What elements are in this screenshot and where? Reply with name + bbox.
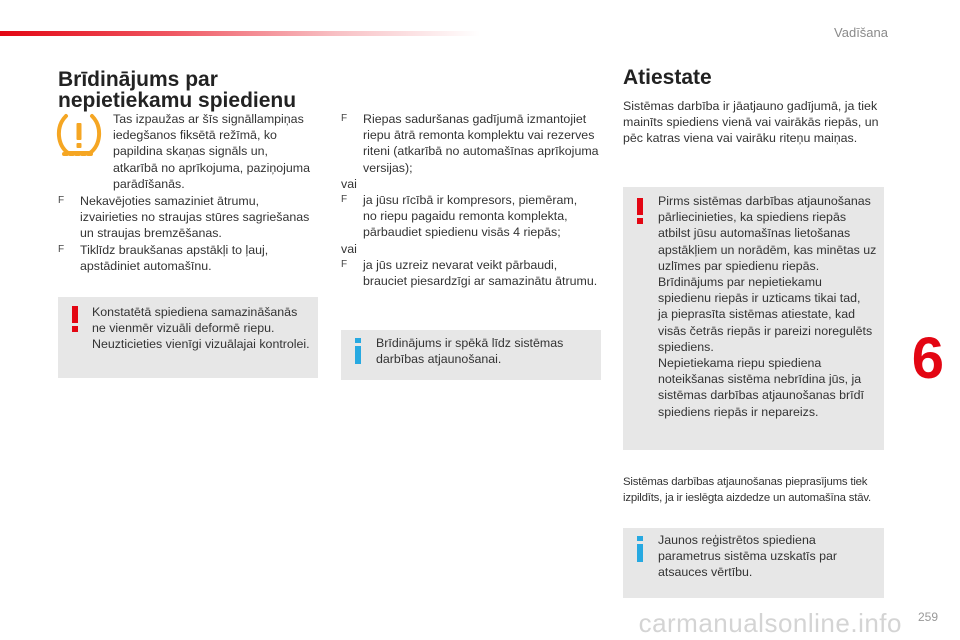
warning-line: sistēmas darbības atjaunošanas brīdī bbox=[658, 388, 864, 403]
middle-info-box bbox=[341, 330, 601, 380]
info-line: atsauces vērtību. bbox=[658, 565, 753, 580]
tyre-pressure-warning-icon bbox=[56, 112, 102, 158]
top-accent-bar bbox=[0, 31, 480, 36]
left-title bbox=[58, 69, 296, 111]
left-warning-box bbox=[58, 297, 318, 378]
bullet-line: Riepas saduršanas gadījumā izmantojiet bbox=[363, 112, 587, 126]
left-intro-line: atkarībā no aprīkojuma, paziņojuma bbox=[113, 160, 310, 175]
list-item bbox=[341, 111, 601, 176]
warning-line: visās četrās riepās ir pareizi noregulēts bbox=[658, 323, 873, 338]
right-warning-text bbox=[658, 193, 876, 420]
list-item bbox=[58, 242, 328, 274]
left-intro-line: iedegšanos fiksētā režīmā, ko bbox=[113, 128, 277, 143]
left-title-line2: nepietiekamu spiedienu bbox=[58, 89, 297, 112]
warning-line: Konstatētā spiediena samazināšanās bbox=[92, 305, 298, 319]
warning-line: ne vienmēr vizuāli deformē riepu. bbox=[92, 321, 275, 336]
bullet-mark: F bbox=[341, 258, 348, 270]
bullet-line: un straujas bremzēšanas. bbox=[80, 226, 222, 241]
warning-line: atbilst jūsu automašīnas lietošanas bbox=[658, 226, 851, 241]
left-title-line1: Brīdinājums par bbox=[58, 68, 218, 91]
bullet-mark: F bbox=[341, 194, 348, 206]
right-info-text bbox=[658, 532, 837, 581]
right-intro-line: mainīts spiediens vienā vai vairākās riepās, un bbox=[623, 115, 879, 130]
warning-line: Pirms sistēmas darbības atjaunošanas bbox=[658, 194, 871, 208]
warning-line: Neuzticieties vienīgi vizuālajai kontrolei. bbox=[92, 337, 310, 352]
watermark: carmanualsonline.info bbox=[638, 608, 902, 638]
warning-line: spiediens. bbox=[658, 339, 714, 354]
info-line: Brīdinājums ir spēkā līdz sistēmas bbox=[376, 336, 564, 350]
left-intro bbox=[113, 111, 310, 192]
bullet-line: riepu ātrā remonta komplektu vai rezerves bbox=[363, 128, 595, 143]
right-intro-line: pēc katras viena vai vairāku riteņu maiņas. bbox=[623, 131, 858, 146]
left-intro-line: parādīšanās. bbox=[113, 176, 185, 191]
left-intro-line: papildina skaņas signāls un, bbox=[113, 144, 268, 159]
bullet-mark: F bbox=[341, 113, 348, 124]
warning-line: spiedienu riepās ir uzticams tikai tad, bbox=[658, 291, 861, 306]
bullet-line: apstādiniet automašīnu. bbox=[80, 258, 212, 273]
right-note bbox=[623, 474, 871, 506]
info-icon bbox=[354, 338, 362, 364]
list-item bbox=[341, 192, 601, 241]
bullet-mark: F bbox=[58, 243, 65, 255]
bullet-line: pārbaudiet spiedienu visās 4 riepās; bbox=[363, 225, 561, 240]
info-line: Jaunos reģistrētos spiediena bbox=[658, 533, 816, 547]
list-item bbox=[341, 257, 601, 289]
bullet-line: Nekavējoties samaziniet ātrumu, bbox=[80, 194, 260, 208]
exclamation-icon bbox=[70, 306, 80, 332]
left-intro-line: Tas izpaužas ar šīs signāllampiņas bbox=[113, 112, 304, 126]
info-icon bbox=[636, 536, 644, 562]
right-intro bbox=[623, 98, 879, 147]
or-label: vai bbox=[341, 241, 357, 256]
warning-line: ja pieprasīta sistēmas atiestate, kad bbox=[658, 307, 855, 322]
warning-line: noteikšanas sistēma nebrīdina jūs, ja bbox=[658, 372, 862, 387]
warning-line: spiediens riepās ir nepareizs. bbox=[658, 404, 819, 419]
middle-info-text bbox=[376, 335, 563, 367]
info-line: darbības atjaunošanai. bbox=[376, 352, 502, 367]
bullet-line: ja jūs uzreiz nevarat veikt pārbaudi, bbox=[363, 257, 558, 272]
or-label: vai bbox=[341, 176, 357, 191]
bullet-line: ja jūsu rīcībā ir kompresors, piemēram, bbox=[363, 193, 578, 208]
list-item bbox=[58, 193, 328, 242]
right-warning-box bbox=[623, 187, 884, 450]
exclamation-icon bbox=[635, 198, 645, 224]
note-line: Sistēmas darbības atjaunošanas pieprasījums tiek bbox=[623, 476, 868, 488]
note-line: izpildīts, ja ir ieslēgta aizdedze un automašīna stāv. bbox=[623, 492, 871, 505]
bullet-mark: F bbox=[58, 195, 65, 206]
warning-line: uzlīmes par spiedienu riepās. bbox=[658, 258, 820, 273]
warning-line: pārliecinieties, ka spiediens riepās bbox=[658, 210, 847, 225]
bullet-line: riteni (atkarībā no automašīnas aprīkojuma bbox=[363, 144, 599, 159]
bullet-line: brauciet piesardzīgi ar samazinātu ātrumu. bbox=[363, 274, 598, 289]
warning-line: Nepietiekama riepu spiediena bbox=[658, 356, 822, 371]
chapter-number: 6 bbox=[911, 326, 944, 391]
middle-bullets bbox=[341, 111, 601, 289]
warning-line: apstākļiem un norādēm, kas minētas uz bbox=[658, 242, 877, 257]
right-info-box bbox=[623, 528, 884, 598]
right-title: Atiestate bbox=[623, 66, 712, 89]
bullet-line: Tiklīdz braukšanas apstākļi to ļauj, bbox=[80, 242, 269, 257]
right-intro-line: Sistēmas darbība ir jāatjauno gadījumā, ja tiek bbox=[623, 99, 878, 113]
bullet-line: no riepu pagaidu remonta komplekta, bbox=[363, 209, 568, 224]
bullet-line: versijas); bbox=[363, 160, 413, 175]
info-line: parametrus sistēma uzskatīs par bbox=[658, 549, 838, 564]
bullet-line: izvairieties no straujas stūres sagriešanas bbox=[80, 210, 310, 225]
section-title: Vadīšana bbox=[834, 25, 888, 40]
left-bullets bbox=[58, 193, 328, 274]
warning-line: Brīdinājums par nepietiekamu bbox=[658, 275, 822, 290]
page-number: 259 bbox=[917, 610, 938, 624]
left-warning-text bbox=[92, 304, 310, 353]
